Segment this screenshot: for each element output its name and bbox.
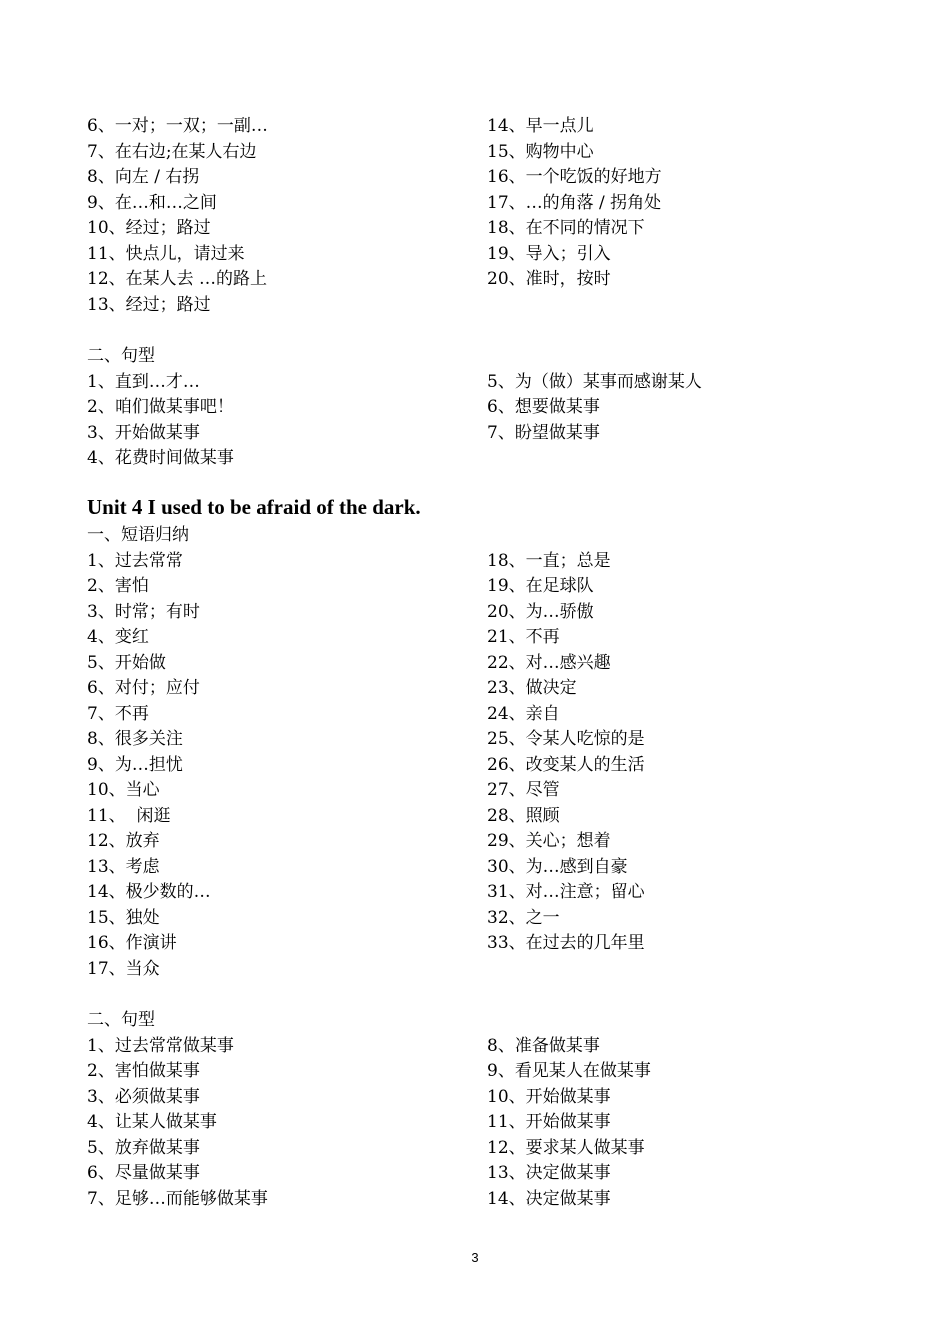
list-item: 9、为…担忧	[87, 754, 183, 775]
page-number: 3	[471, 1250, 479, 1265]
list-item: 3、时常；有时	[87, 601, 200, 622]
list-item: 6、一对；一双；一副…	[87, 116, 268, 136]
list-item: 8、向左 / 右拐	[87, 167, 200, 187]
section-heading: 一、短语归纳	[87, 525, 189, 545]
list-item: 25、令某人吃惊的是	[487, 729, 645, 749]
list-item: 28、照顾	[487, 805, 560, 826]
sentence-column-right	[487, 1034, 887, 1213]
list-item: 5、为（做）某事而感谢某人	[487, 371, 702, 392]
sentence-pattern-section	[87, 344, 887, 472]
list-item: 15、独处	[87, 907, 160, 928]
list-item: 7、不再	[87, 703, 149, 724]
list-item: 7、在右边;在某人右边	[87, 141, 257, 162]
list-item: 6、尽量做某事	[87, 1163, 200, 1183]
list-item: 4、花费时间做某事	[87, 448, 234, 468]
list-item: 15、购物中心	[487, 141, 594, 162]
section-heading: 二、句型	[87, 346, 155, 366]
unit-title: Unit 4 I used to be afraid of the dark.	[87, 495, 421, 519]
sentence-column-left	[87, 370, 487, 472]
list-item: 10、当心	[87, 780, 160, 800]
list-item: 13、经过；路过	[87, 294, 211, 315]
list-item: 11、开始做某事	[487, 1112, 611, 1132]
unit4-sentence-section	[87, 1008, 887, 1212]
list-item: 32、之一	[487, 907, 560, 928]
list-item: 11、快点儿，请过来	[87, 243, 245, 264]
list-item: 5、开始做	[87, 652, 166, 673]
list-item: 17、当众	[87, 958, 160, 979]
list-item: 17、…的角落 / 拐角处	[487, 192, 662, 213]
list-item: 14、决定做某事	[487, 1188, 611, 1209]
list-item: 20、准时，按时	[487, 269, 611, 289]
list-item: 7、盼望做某事	[487, 422, 600, 443]
list-item: 3、开始做某事	[87, 422, 200, 443]
list-item: 29、关心；想着	[487, 831, 611, 851]
phrase-list-continued	[87, 114, 887, 318]
phrase-column-right	[487, 549, 887, 983]
phrase-column-left	[87, 114, 487, 318]
list-item: 30、为…感到自豪	[487, 856, 628, 877]
list-item: 2、咱们做某事吧！	[87, 397, 234, 417]
list-item: 12、在某人去 …的路上	[87, 269, 268, 289]
list-item: 12、放弃	[87, 831, 160, 851]
list-item: 13、考虑	[87, 856, 160, 877]
list-item: 10、开始做某事	[487, 1086, 611, 1107]
list-item: 23、做决定	[487, 678, 577, 698]
list-item: 1、直到…才…	[87, 371, 200, 392]
list-item: 3、必须做某事	[87, 1086, 200, 1107]
list-item: 10、经过；路过	[87, 218, 211, 238]
list-item: 8、准备做某事	[487, 1035, 600, 1056]
sentence-column-left	[87, 1034, 487, 1213]
list-item: 8、很多关注	[87, 729, 183, 749]
list-item: 14、极少数的…	[87, 882, 211, 902]
list-item: 22、对…感兴趣	[487, 652, 611, 673]
list-item: 7、足够…而能够做某事	[87, 1188, 268, 1209]
list-item: 1、过去常常做某事	[87, 1035, 234, 1056]
list-item: 6、对付；应付	[87, 678, 200, 698]
list-item: 31、对…注意；留心	[487, 882, 645, 902]
list-item: 9、在…和…之间	[87, 192, 217, 213]
list-item: 1、过去常常	[87, 550, 183, 571]
phrase-column-right	[487, 114, 887, 318]
list-item: 19、在足球队	[487, 576, 594, 596]
sentence-column-right	[487, 370, 887, 472]
list-item: 19、导入；引入	[487, 243, 611, 264]
list-item: 16、作演讲	[87, 933, 177, 953]
list-item: 33、在过去的几年里	[487, 933, 645, 953]
list-item: 21、不再	[487, 627, 560, 647]
unit4-phrase-section	[87, 523, 887, 982]
list-item: 2、害怕	[87, 576, 149, 596]
list-item: 5、放弃做某事	[87, 1137, 200, 1158]
section-heading: 二、句型	[87, 1010, 155, 1030]
list-item: 6、想要做某事	[487, 397, 600, 417]
list-item: 11、 闲逛	[87, 805, 171, 826]
list-item: 26、改变某人的生活	[487, 754, 645, 775]
list-item: 18、在不同的情况下	[487, 218, 645, 238]
list-item: 16、一个吃饭的好地方	[487, 167, 662, 187]
list-item: 24、亲自	[487, 703, 560, 724]
list-item: 4、让某人做某事	[87, 1112, 217, 1132]
list-item: 20、为…骄傲	[487, 601, 594, 622]
phrase-column-left	[87, 549, 487, 983]
list-item: 14、早一点儿	[487, 116, 594, 136]
list-item: 27、尽管	[487, 780, 560, 800]
list-item: 12、要求某人做某事	[487, 1137, 645, 1158]
list-item: 4、变红	[87, 627, 149, 647]
list-item: 9、看见某人在做某事	[487, 1061, 651, 1081]
list-item: 18、一直；总是	[487, 550, 611, 571]
list-item: 2、害怕做某事	[87, 1061, 200, 1081]
list-item: 13、决定做某事	[487, 1163, 611, 1183]
